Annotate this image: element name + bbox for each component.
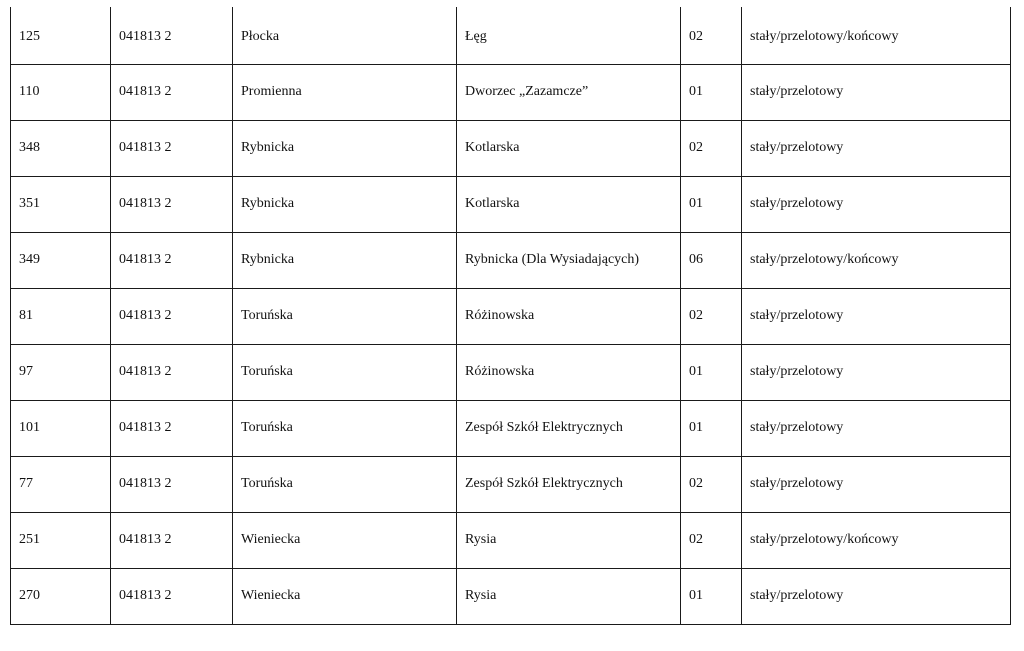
street-cell: Wieniecka <box>233 512 457 568</box>
stop-id-cell: 77 <box>11 456 111 512</box>
street-cell: Rybnicka <box>233 120 457 176</box>
stop-id-cell: 349 <box>11 232 111 288</box>
stop-id-cell: 110 <box>11 64 111 120</box>
table-row <box>11 64 1011 120</box>
stop-name-cell: Rysia <box>457 568 681 624</box>
stop-type-cell: stały/przelotowy <box>742 176 1011 232</box>
street-cell: Wieniecka <box>233 568 457 624</box>
code-cell: 041813 2 <box>111 232 233 288</box>
table-row <box>11 400 1011 456</box>
stop-name-cell: Łęg <box>457 7 681 64</box>
post-number-cell: 01 <box>681 344 742 400</box>
stop-type-cell: stały/przelotowy <box>742 568 1011 624</box>
post-number-cell: 01 <box>681 568 742 624</box>
table-row <box>11 344 1011 400</box>
stop-type-cell: stały/przelotowy <box>742 288 1011 344</box>
stop-name-cell: Kotlarska <box>457 120 681 176</box>
stop-name-cell: Różinowska <box>457 344 681 400</box>
table-row <box>11 288 1011 344</box>
stop-id-cell: 125 <box>11 7 111 64</box>
street-cell: Rybnicka <box>233 176 457 232</box>
stop-name-cell: Różinowska <box>457 288 681 344</box>
stop-name-cell: Zespół Szkół Elektrycznych <box>457 456 681 512</box>
post-number-cell: 06 <box>681 232 742 288</box>
post-number-cell: 02 <box>681 456 742 512</box>
street-cell: Promienna <box>233 64 457 120</box>
bus-stops-table <box>10 7 1011 625</box>
stop-type-cell: stały/przelotowy <box>742 120 1011 176</box>
code-cell: 041813 2 <box>111 64 233 120</box>
post-number-cell: 02 <box>681 288 742 344</box>
stop-type-cell: stały/przelotowy <box>742 344 1011 400</box>
stop-type-cell: stały/przelotowy <box>742 64 1011 120</box>
code-cell: 041813 2 <box>111 120 233 176</box>
table-row <box>11 512 1011 568</box>
table-row <box>11 176 1011 232</box>
street-cell: Toruńska <box>233 344 457 400</box>
table-row <box>11 456 1011 512</box>
table-row <box>11 7 1011 64</box>
post-number-cell: 02 <box>681 120 742 176</box>
post-number-cell: 02 <box>681 7 742 64</box>
post-number-cell: 02 <box>681 512 742 568</box>
post-number-cell: 01 <box>681 64 742 120</box>
stop-type-cell: stały/przelotowy/końcowy <box>742 7 1011 64</box>
stop-name-cell: Kotlarska <box>457 176 681 232</box>
stop-type-cell: stały/przelotowy <box>742 456 1011 512</box>
code-cell: 041813 2 <box>111 176 233 232</box>
table-row <box>11 568 1011 624</box>
stop-name-cell: Rysia <box>457 512 681 568</box>
stop-id-cell: 97 <box>11 344 111 400</box>
stop-type-cell: stały/przelotowy/końcowy <box>742 512 1011 568</box>
table-row <box>11 232 1011 288</box>
stop-name-cell: Rybnicka (Dla Wysiadających) <box>457 232 681 288</box>
post-number-cell: 01 <box>681 400 742 456</box>
stop-id-cell: 251 <box>11 512 111 568</box>
stop-name-cell: Dworzec „Zazamcze” <box>457 64 681 120</box>
street-cell: Płocka <box>233 7 457 64</box>
stop-id-cell: 348 <box>11 120 111 176</box>
stop-id-cell: 270 <box>11 568 111 624</box>
code-cell: 041813 2 <box>111 288 233 344</box>
stop-id-cell: 101 <box>11 400 111 456</box>
code-cell: 041813 2 <box>111 512 233 568</box>
code-cell: 041813 2 <box>111 7 233 64</box>
stop-type-cell: stały/przelotowy/końcowy <box>742 232 1011 288</box>
stop-type-cell: stały/przelotowy <box>742 400 1011 456</box>
street-cell: Toruńska <box>233 288 457 344</box>
code-cell: 041813 2 <box>111 456 233 512</box>
table-row <box>11 120 1011 176</box>
stop-name-cell: Zespół Szkół Elektrycznych <box>457 400 681 456</box>
street-cell: Rybnicka <box>233 232 457 288</box>
stop-id-cell: 351 <box>11 176 111 232</box>
code-cell: 041813 2 <box>111 344 233 400</box>
street-cell: Toruńska <box>233 400 457 456</box>
street-cell: Toruńska <box>233 456 457 512</box>
post-number-cell: 01 <box>681 176 742 232</box>
code-cell: 041813 2 <box>111 400 233 456</box>
stop-id-cell: 81 <box>11 288 111 344</box>
code-cell: 041813 2 <box>111 568 233 624</box>
